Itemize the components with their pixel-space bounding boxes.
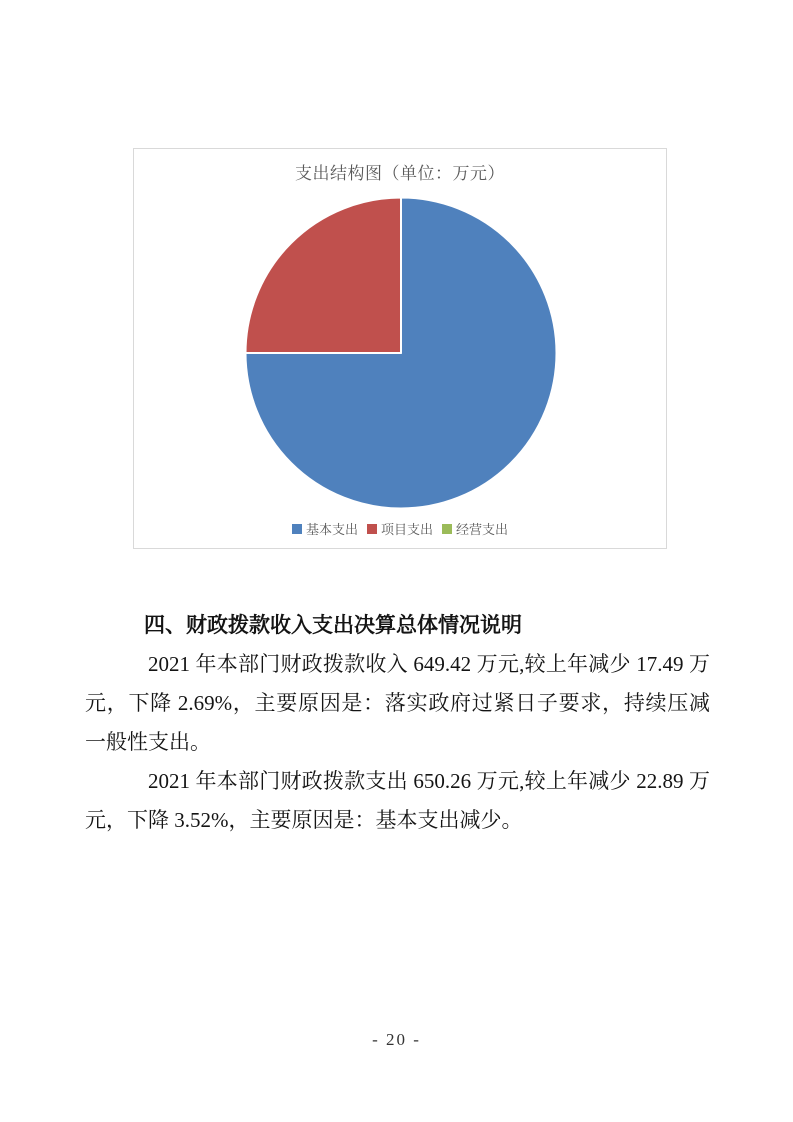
legend-swatch-green-icon [442,524,452,534]
section-heading: 四、财政拨款收入支出决算总体情况说明 [144,614,522,637]
paragraph-expenditure: 2021 年本部门财政拨款支出 650.26 万元,较上年减少 22.89 万元，下降 3.52%，主要原因是：基本支出减少。 [85,769,710,832]
legend-label: 经营支出 [456,522,509,537]
legend-item-operating-expenditure [442,519,508,538]
pie-chart [134,149,666,548]
legend-swatch-red-icon [367,524,377,534]
expenditure-structure-chart-panel [133,148,667,549]
paragraph-revenue: 2021 年本部门财政拨款收入 649.42 万元,较上年减少 17.49 万元，下降 2.69%，主要原因是：落实政府过紧日子要求，持续压减一般性支出。 [85,652,710,754]
legend-label: 基本支出 [305,522,358,537]
legend-swatch-blue-icon [292,524,302,534]
legend-item-basic-expenditure [292,519,358,538]
document-body [85,606,710,840]
legend-label: 项目支出 [380,522,433,537]
page-number: - 20 - [372,1030,421,1049]
chart-legend [134,519,666,538]
chart-title: 支出结构图（单位：万元） [295,164,505,183]
legend-item-project-expenditure [367,519,433,538]
